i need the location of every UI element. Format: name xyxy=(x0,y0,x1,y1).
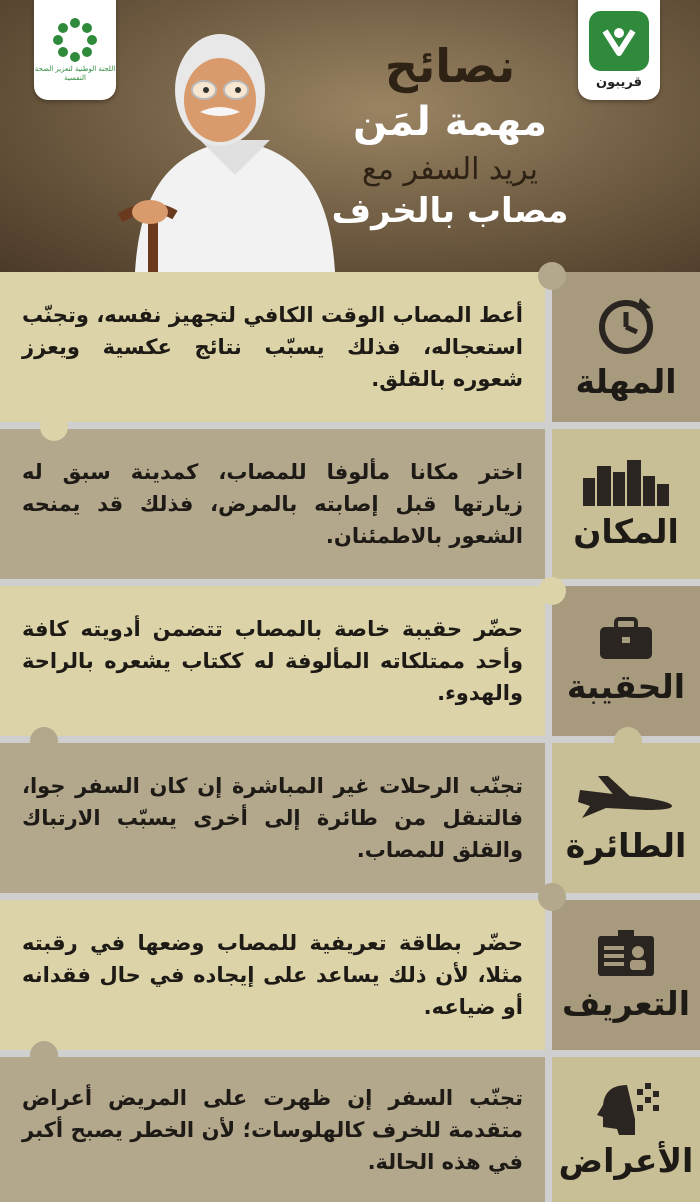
briefcase-icon xyxy=(598,617,654,661)
section-text: تجنّب السفر إن ظهرت على المريض أعراض متقدمة للخرف كالهلوسات؛ لأن الخطر يصبح أكبر في هذه الحالة. xyxy=(22,1085,523,1174)
star-logo-icon xyxy=(52,17,98,63)
section-side xyxy=(552,272,700,422)
airplane-icon xyxy=(576,772,676,820)
puzzle-knob xyxy=(30,1041,58,1069)
section-side xyxy=(552,586,700,736)
qaribon-logo-text: قريبون xyxy=(595,74,643,90)
puzzle-knob xyxy=(30,727,58,755)
section-text: اختر مكانا مألوفا للمصاب، كمدينة سبق له زيارتها قبل إصابته بالمرض، فذلك قد يمنحه الشعور بالاطمئنان. xyxy=(22,460,523,548)
section-place xyxy=(0,429,700,579)
title-line-2: مهمة لمَن xyxy=(352,99,547,145)
section-text: حضّر حقيبة خاصة بالمصاب تتضمن أدويته كافة وأحد ممتلكاته المألوفة له ككتاب يشعره بالراحة والهدوء. xyxy=(22,617,523,705)
section-label: الأعراض xyxy=(558,1141,694,1180)
section-side xyxy=(552,429,700,579)
puzzle-knob xyxy=(538,262,566,290)
head-pixels-icon xyxy=(591,1079,661,1135)
puzzle-knob xyxy=(614,727,642,755)
section-side xyxy=(552,1057,700,1202)
title-block xyxy=(320,38,580,232)
section-label: التعريف xyxy=(561,983,691,1023)
title-line-3: يريد السفر مع xyxy=(361,152,539,187)
qaribon-badge xyxy=(589,11,649,71)
section-side xyxy=(552,900,700,1050)
section-label: المهلة xyxy=(575,361,677,401)
title-line-1: نصائح xyxy=(384,39,516,93)
section-label: المكان xyxy=(573,511,679,551)
section-grace-period xyxy=(0,272,700,422)
section-bag xyxy=(0,586,700,736)
committee-logo-text: اللجنة الوطنية لتعزيز الصحة النفسية xyxy=(34,65,116,82)
section-text: حضّر بطاقة تعريفية للمصاب وضعها في رقبته مثلا، لأن ذلك يساعد على إيجاده في حال فقدانه أو ضياعه. xyxy=(22,931,523,1019)
committee-logo xyxy=(34,0,116,100)
section-text: تجنّب الرحلات غير المباشرة إن كان السفر جوا، فالتنقل من طائرة إلى أخرى يسبّب الارتباك والقلق للمصاب. xyxy=(22,774,523,862)
section-label: الطائرة xyxy=(565,825,687,865)
puzzle-knob xyxy=(40,413,68,441)
buildings-icon xyxy=(581,458,671,506)
section-plane xyxy=(0,743,700,893)
timer-icon xyxy=(595,294,657,356)
heart-person-icon xyxy=(599,21,639,61)
qaribon-logo xyxy=(578,0,660,100)
section-text: أعط المصاب الوقت الكافي لتجهيز نفسه، وتجنّب استعجاله، فذلك يسبّب نتائج عكسية ويعزز شعوره بالقلق. xyxy=(22,303,523,391)
id-card-icon xyxy=(596,928,656,978)
section-side xyxy=(552,743,700,893)
puzzle-knob xyxy=(538,577,566,605)
header-banner xyxy=(0,0,700,272)
section-symptoms xyxy=(0,1057,700,1202)
section-id xyxy=(0,900,700,1050)
title-line-4: مصاب بالخرف xyxy=(331,191,569,231)
section-label: الحقيبة xyxy=(566,666,686,706)
puzzle-knob xyxy=(538,883,566,911)
